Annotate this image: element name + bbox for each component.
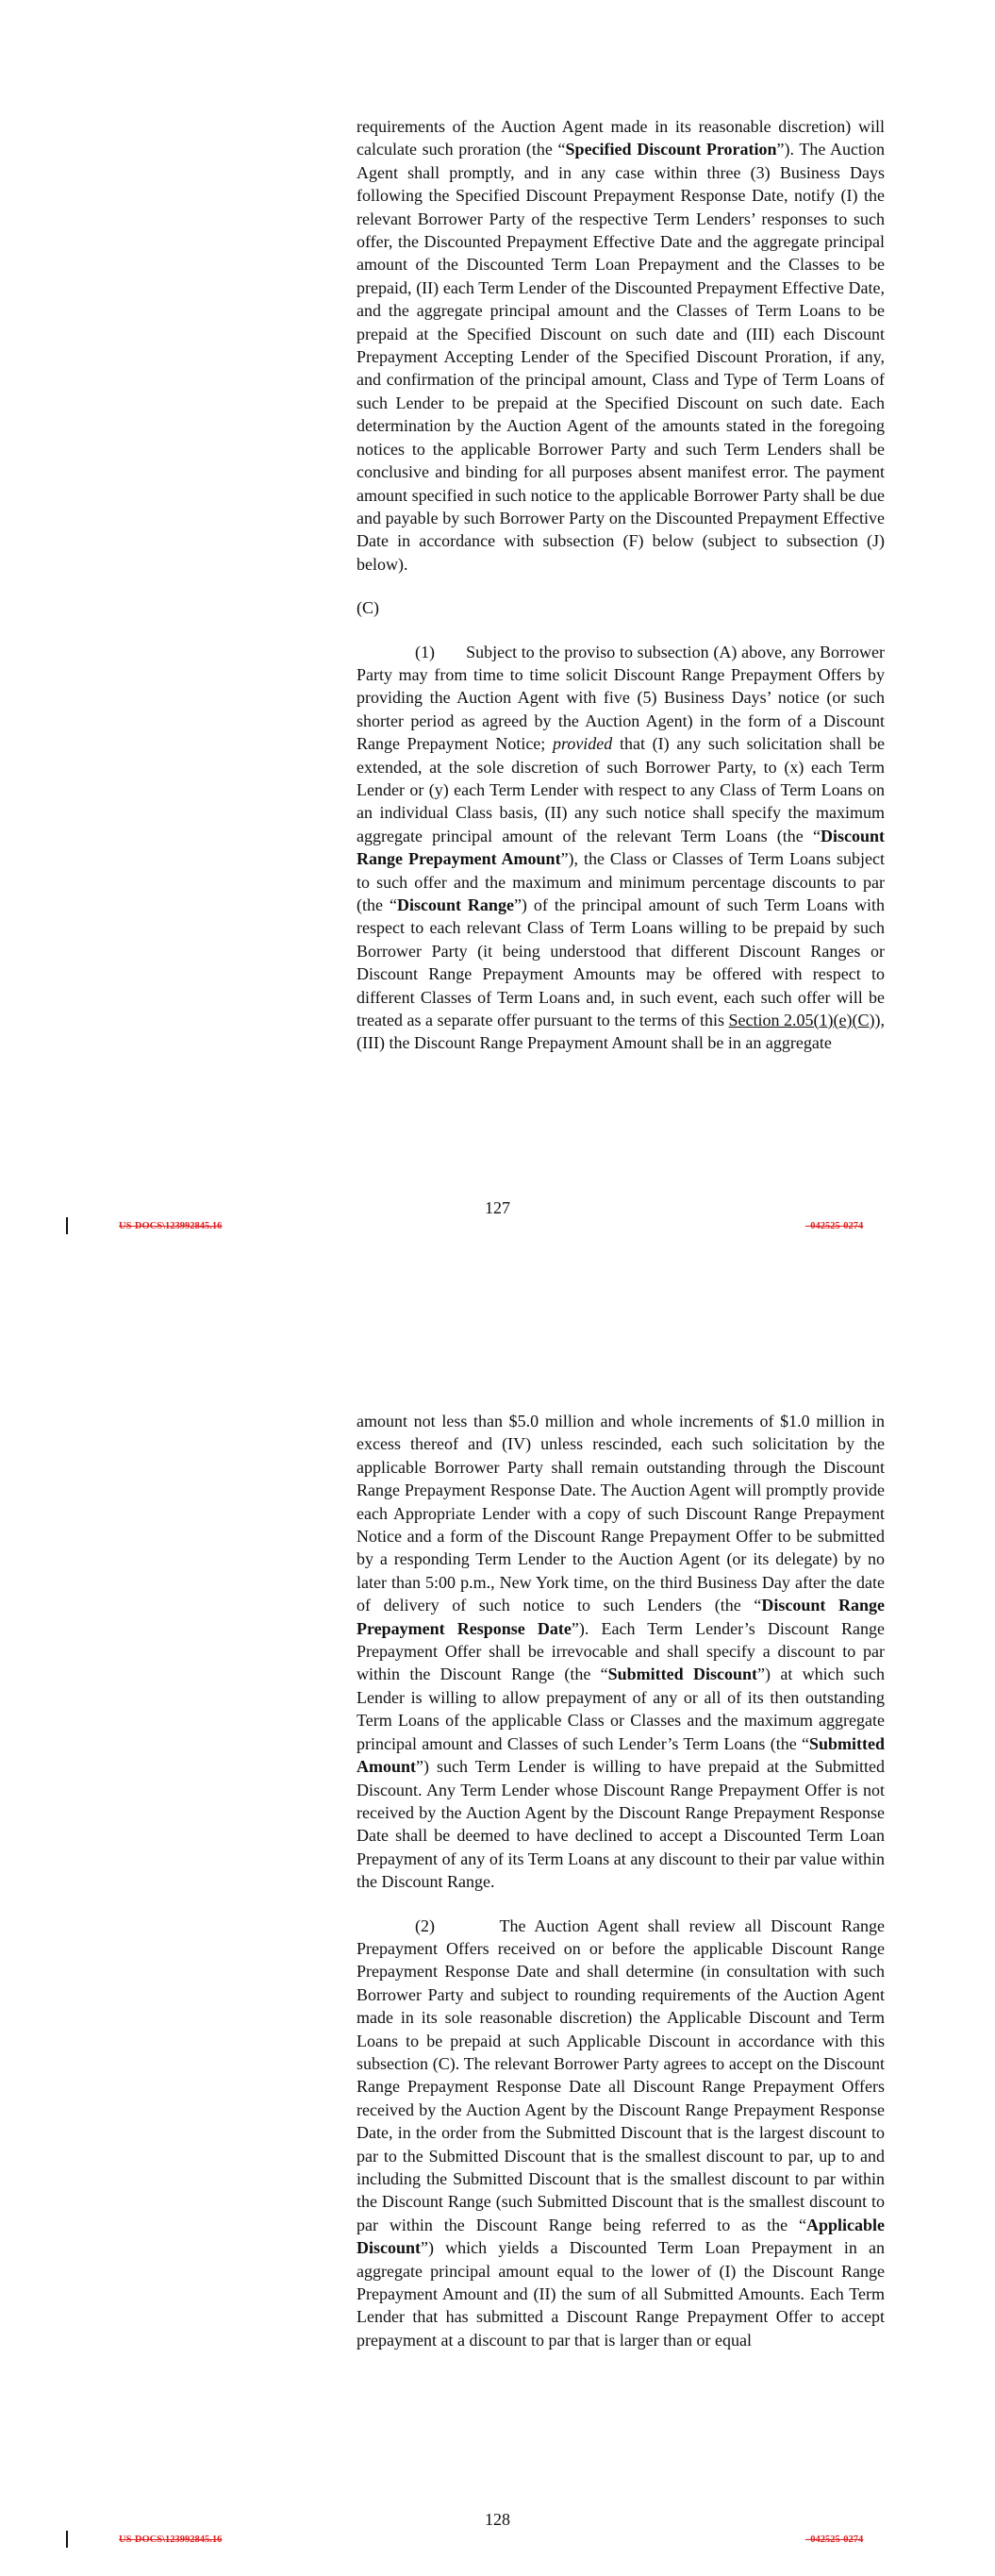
page-128-body (357, 1410, 885, 2372)
defined-term: Applicable Discount (357, 2215, 885, 2258)
defined-term: Specified Discount Proration (565, 140, 777, 159)
revision-bar (66, 1217, 68, 1234)
footer-doc-id: US-DOCS\123992845.16 (119, 2534, 223, 2545)
defined-term: Submitted Discount (607, 1664, 758, 1684)
subsection-heading-c: (C) (357, 598, 379, 618)
document-page-128 (0, 1387, 995, 2576)
paragraph-c-2: (2) The Auction Agent shall review all Discount Range Prepayment Offers received on or before the applicable Discount Range Prepayment Response Date and shall determine (in consultation with such Borrower Party and subject to rounding requirements of the Auction Agent made in its sole reasonable discretion) the Applicable Discount and Term Loans to be prepaid at such Applicable Discount in accordance with this subsection (C). The relevant Borrower Party agrees to accept on the Discount Range Prepayment Response Date all Discount Range Prepayment Offers received by the Auction Agent by the Discount Range Prepayment Response Date, in the order from the Submitted Discount that is the largest discount to par to the Submitted Discount that is the smallest discount to par, up to and including the Submitted Discount that is the smallest discount to par within the Discount Range (such Submitted Discount that is the smallest discount to par within the Discount Range being referred to as the “Applicable Discount”) which yields a Discounted Term Loan Prepayment in an aggregate principal amount equal to the lower of (I) the Discount Range Prepayment Amount and (II) the sum of all Submitted Amounts. Each Term Lender that has submitted a Discount Range Prepayment Offer to accept prepayment at a discount to par that is larger than or equal (357, 1915, 886, 2350)
defined-term: Submitted Amount (357, 1733, 885, 1777)
page-number: 128 (485, 2510, 510, 2529)
document-page-127 (0, 0, 995, 1274)
section-cross-reference: Section 2.05(1)(e)(C) (728, 1011, 875, 1030)
defined-term: Discount Range (396, 895, 514, 914)
footer-matter-number: –042525-0274 (805, 2534, 864, 2545)
revision-bar (66, 2531, 68, 2548)
defined-term: Discount Range Prepayment Amount (357, 826, 885, 869)
paragraph-c-1: (1) Subject to the proviso to subsection (A) above, any Borrower Party may from time to time solicit Discount Range Prepayment Offers by providing the Auction Agent with five (5) Business Days’ notice (or such shorter period as agreed by the Auction Agent) in the form of a Discount Range Prepayment Notice; provided that (I) any such solicitation shall be extended, at the sole discretion of such Borrower Party, to (x) each Term Lender or (y) each Term Lender with respect to any Class of Term Loans on an individual Class basis, (II) any such notice shall specify the maximum aggregate principal amount of the relevant Term Loans (the “Discount Range Prepayment Amount”), the Class or Classes of Term Loans subject to such offer and the maximum and minimum percentage discounts to par (the “Discount Range”) of the principal amount of such Term Loans with respect to each relevant Class of Term Loans willing to be prepaid by such Borrower Party (it being understood that different Discount Ranges or Discount Range Prepayment Amounts may be offered with respect to different Classes of Term Loans and, in such event, each such offer will be treated as a separate offer pursuant to the terms of this Section 2.05(1)(e)(C)), (III) the Discount Range Prepayment Amount shall be in an aggregate (357, 642, 886, 1053)
footer-matter-number: –042525-0274 (805, 1221, 864, 1231)
defined-term: Discount Range Prepayment Response Date (357, 1596, 885, 1638)
footer-doc-id: US-DOCS\123992845.16 (119, 1221, 223, 1231)
page-127-body (357, 115, 885, 1076)
paragraph-specified-discount-proration: requirements of the Auction Agent made in its reasonable discretion) will calculate such proration (the “Specified Discount Proration”). The Auction Agent shall promptly, and in any case within three (3) Business Days following the Specified Discount Prepayment Response Date, notify (I) the relevant Borrower Party of the respective Term Lenders’ responses to such offer, the Discounted Prepayment Effective Date and the aggregate principal amount of the Discounted Term Loan Prepayment and the Classes to be prepaid, (II) each Term Lender of the Discounted Prepayment Effective Date, and the aggregate principal amount and the Classes of Term Loans to be prepaid at the Specified Discount on such date and (III) each Discount Prepayment Accepting Lender of the Specified Discount Proration, if any, and confirmation of the principal amount, Class and Type of Term Loans of such Lender to be prepaid at the Specified Discount on such date. Each determination by the Auction Agent of the amounts stated in the foregoing notices to the applicable Borrower Party and such Term Lenders shall be conclusive and binding for all purposes absent manifest error. The payment amount specified in such notice to the applicable Borrower Party shall be due and payable by such Borrower Party on the Discounted Prepayment Effective Date in accordance with subsection (F) below (subject to subsection (J) below). (357, 117, 885, 574)
page-number: 127 (485, 1198, 510, 1217)
clause-number: (2) (415, 1915, 435, 1935)
clause-number: (1) (415, 642, 435, 661)
paragraph-c-1-continued: amount not less than $5.0 million and whole increments of $1.0 million in excess thereof and (IV) unless rescinded, each such solicitation by the applicable Borrower Party shall remain outstanding through the Discount Range Prepayment Response Date. The Auction Agent will promptly provide each Appropriate Lender with a copy of such Discount Range Prepayment Notice and a form of the Discount Range Prepayment Offer to be submitted by a responding Term Lender to the Auction Agent (or its delegate) by no later than 5:00 p.m., New York time, on the third Business Day after the date of delivery of such notice to such Lenders (the “Discount Range Prepayment Response Date”). Each Term Lender’s Discount Range Prepayment Offer shall be irrevocable and shall specify a discount to par within the Discount Range (the “Submitted Discount”) at which such Lender is willing to allow prepayment of any or all of its then outstanding Term Loans of the applicable Class or Classes and the maximum aggregate principal amount and Classes of such Lender’s Term Loans (the “Submitted Amount”) such Term Lender is willing to have prepaid at the Submitted Discount. Any Term Lender whose Discount Range Prepayment Offer is not received by the Auction Agent by the Discount Range Prepayment Response Date shall be deemed to have declined to accept a Discounted Term Loan Prepayment of any of its Term Loans at any discount to their par value within the Discount Range. (357, 1412, 885, 1892)
